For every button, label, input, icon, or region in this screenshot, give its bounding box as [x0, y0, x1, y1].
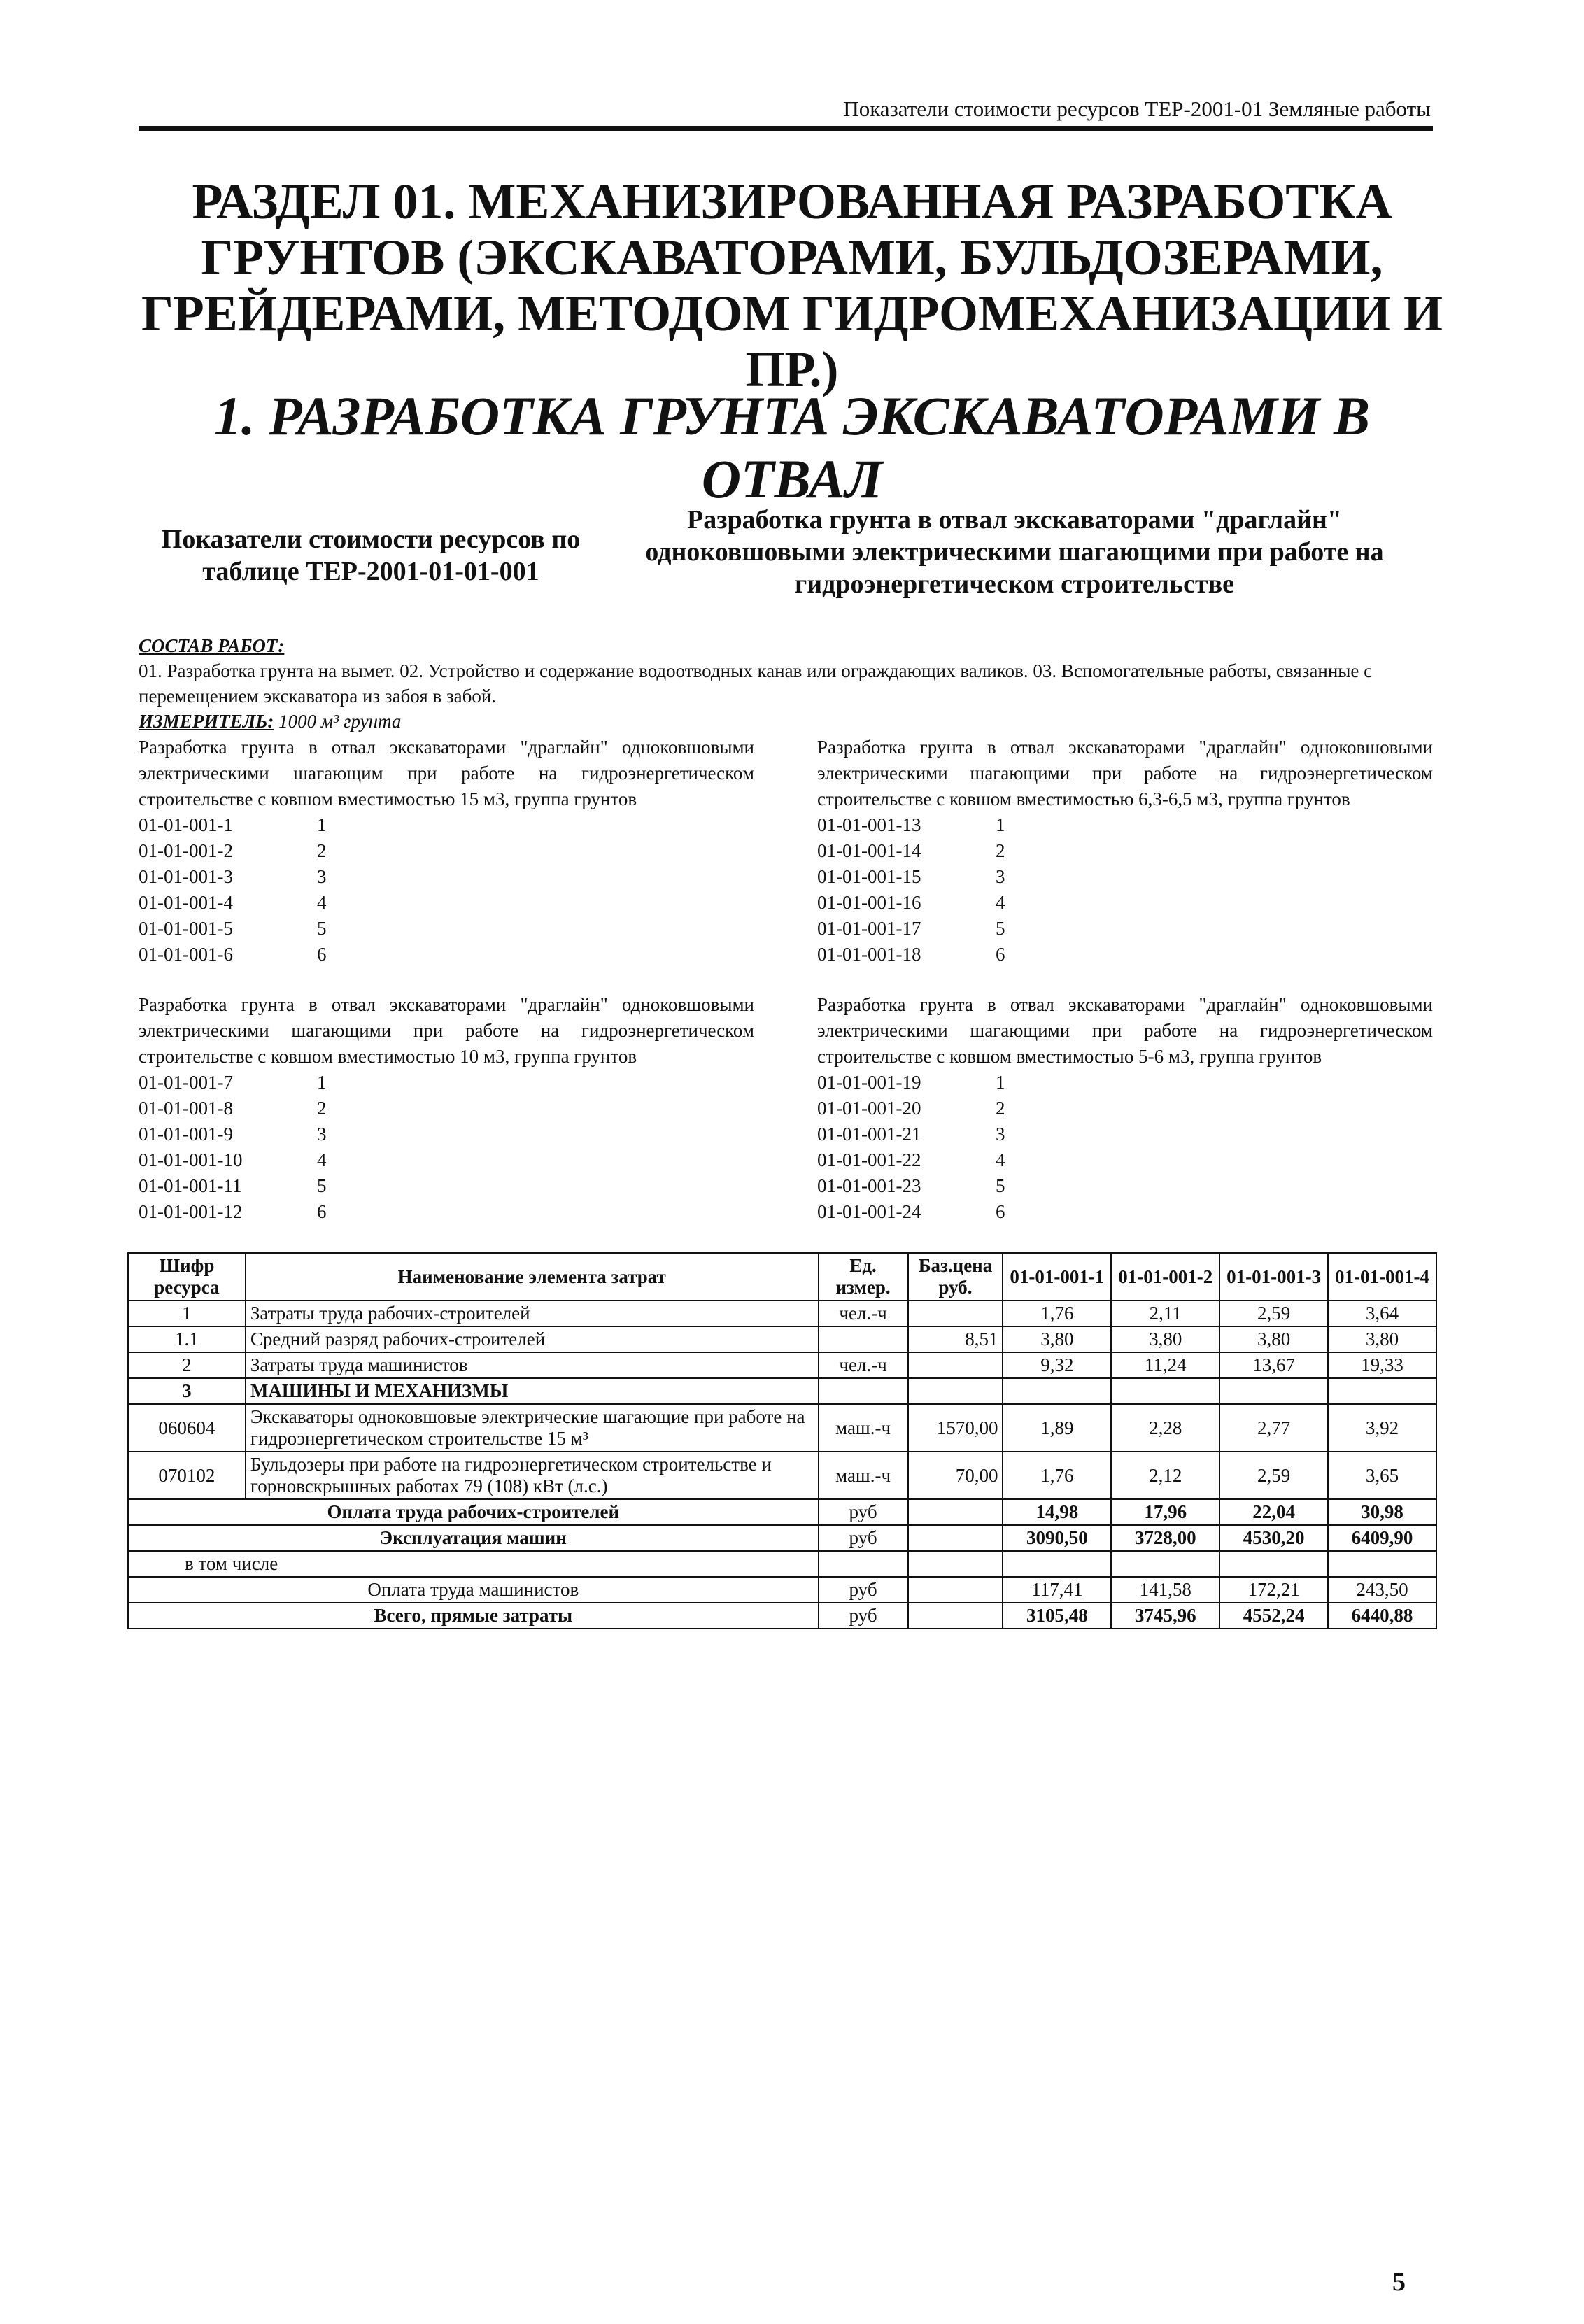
summary-name: Оплата труда рабочих-строителей: [128, 1499, 819, 1525]
cell-value: 3,65: [1328, 1452, 1436, 1499]
norm-row: [817, 812, 1433, 838]
cell-code: 1.1: [128, 1326, 246, 1352]
cell-name: МАШИНЫ И МЕХАНИЗМЫ: [246, 1378, 819, 1404]
summary-value: 17,96: [1111, 1499, 1219, 1525]
cell-value: [1328, 1378, 1436, 1404]
cell-unit: чел.-ч: [819, 1301, 908, 1326]
cell-price: 8,51: [908, 1326, 1003, 1352]
cell-code: 2: [128, 1352, 246, 1378]
section-title: РАЗДЕЛ 01. МЕХАНИЗИРОВАННАЯ РАЗРАБОТКА ГРУНТОВ (ЭКСКАВАТОРАМИ, БУЛЬДОЗЕРАМИ, ГРЕЙДЕРАМИ, МЕТОДОМ ГИДРОМЕХАНИЗАЦИИ И ПР.): [141, 173, 1443, 397]
norm-code: 01-01-001-21: [817, 1124, 921, 1145]
work-composition: [139, 633, 1433, 734]
summary-value: 30,98: [1328, 1499, 1436, 1525]
norm-code: 01-01-001-6: [139, 944, 233, 965]
summary-name: Оплата труда машинистов: [128, 1577, 819, 1603]
header-norm-code: 01-01-001-1: [1003, 1253, 1111, 1301]
norm-row: [139, 942, 754, 968]
norm-row: [817, 1096, 1433, 1121]
cell-price: [908, 1301, 1003, 1326]
cell-value: 11,24: [1111, 1352, 1219, 1378]
norm-code: 01-01-001-15: [817, 866, 921, 887]
summary-value: 3728,00: [1111, 1525, 1219, 1551]
composition-text: 01. Разработка грунта на вымет. 02. Устройство и содержание водоотводных канав или ограждающих валиков. 03. Вспомогательные работы, связанные с перемещением экскаватора из забоя в забой.: [139, 660, 1373, 707]
norm-block-15m3: [139, 735, 754, 968]
norm-row: [817, 942, 1433, 968]
summary-value: [1111, 1551, 1219, 1577]
cell-name: Средний разряд рабочих-строителей: [246, 1326, 819, 1352]
cell-value: 1,89: [1003, 1404, 1111, 1452]
norm-row: [139, 1199, 754, 1225]
summary-row: [128, 1525, 1436, 1551]
norm-block-5-6m3: [817, 992, 1433, 1225]
cell-value: 3,64: [1328, 1301, 1436, 1326]
cell-value: 2,59: [1219, 1452, 1328, 1499]
norm-block-6-3m3: [817, 735, 1433, 968]
summary-value: 3105,48: [1003, 1603, 1111, 1629]
header-norm-code: 01-01-001-2: [1111, 1253, 1219, 1301]
summary-unit: руб: [819, 1499, 908, 1525]
summary-value: 243,50: [1328, 1577, 1436, 1603]
header-norm-code: 01-01-001-3: [1219, 1253, 1328, 1301]
norm-row: [139, 1147, 754, 1173]
soil-group: 2: [996, 840, 1005, 861]
summary-value: 22,04: [1219, 1499, 1328, 1525]
soil-group: 3: [317, 1124, 327, 1145]
norm-row: [139, 1070, 754, 1096]
norm-row: [817, 1070, 1433, 1096]
norm-code: 01-01-001-3: [139, 866, 233, 887]
norm-code: 01-01-001-2: [139, 840, 233, 861]
norm-code: 01-01-001-23: [817, 1175, 921, 1196]
cell-unit: чел.-ч: [819, 1352, 908, 1378]
summary-row: [128, 1577, 1436, 1603]
soil-group: 4: [317, 1149, 327, 1170]
table-header-row: [128, 1253, 1436, 1301]
soil-group: 4: [996, 892, 1005, 913]
cell-unit: [819, 1326, 908, 1352]
soil-group: 2: [317, 1098, 327, 1119]
page-number: 5: [1392, 2267, 1406, 2297]
cell-value: 1,76: [1003, 1301, 1111, 1326]
norm-row: [817, 838, 1433, 864]
cell-value: 3,92: [1328, 1404, 1436, 1452]
summary-value: [1003, 1551, 1111, 1577]
norm-row: [139, 1121, 754, 1147]
composition-label: СОСТАВ РАБОТ:: [139, 635, 285, 656]
cell-value: 2,59: [1219, 1301, 1328, 1326]
norm-row: [139, 1096, 754, 1121]
norm-code: 01-01-001-5: [139, 918, 233, 939]
norm-block-description: Разработка грунта в отвал экскаваторами "драглайн" одноковшовыми электрическими шагающим при работе на гидроэнергетическом строительстве с ковшом вместимостью 15 м3, группа грунтов: [139, 737, 754, 809]
summary-value: 141,58: [1111, 1577, 1219, 1603]
cell-name: Бульдозеры при работе на гидроэнергетическом строительстве и горновскрышных работах 79 (108) кВт (л.с.): [246, 1452, 819, 1499]
summary-unit: руб: [819, 1577, 908, 1603]
header-code: Шифр ресурса: [128, 1253, 246, 1301]
summary-unit: руб: [819, 1603, 908, 1629]
norm-row: [139, 890, 754, 916]
cell-price: 70,00: [908, 1452, 1003, 1499]
table-row: [128, 1352, 1436, 1378]
summary-name: в том числе: [128, 1551, 819, 1577]
summary-value: 4530,20: [1219, 1525, 1328, 1551]
norm-code: 01-01-001-4: [139, 892, 233, 913]
summary-value: [1219, 1551, 1328, 1577]
cell-value: 2,11: [1111, 1301, 1219, 1326]
norm-code: 01-01-001-10: [139, 1149, 243, 1170]
cell-value: 19,33: [1328, 1352, 1436, 1378]
table-row: [128, 1326, 1436, 1352]
norm-code: 01-01-001-8: [139, 1098, 233, 1119]
cell-name: Затраты труда машинистов: [246, 1352, 819, 1378]
cell-name: Затраты труда рабочих-строителей: [246, 1301, 819, 1326]
summary-value: 4552,24: [1219, 1603, 1328, 1629]
summary-row: [128, 1603, 1436, 1629]
norm-code: 01-01-001-1: [139, 814, 233, 835]
soil-group: 5: [317, 1175, 327, 1196]
norm-code: 01-01-001-16: [817, 892, 921, 913]
norm-row: [139, 1173, 754, 1199]
cell-unit: маш.-ч: [819, 1452, 908, 1499]
norm-row: [817, 1173, 1433, 1199]
soil-group: 6: [996, 944, 1005, 965]
norm-code: 01-01-001-14: [817, 840, 921, 861]
norm-code: 01-01-001-12: [139, 1201, 243, 1222]
table-row: [128, 1452, 1436, 1499]
norm-row: [139, 864, 754, 890]
cell-code: 060604: [128, 1404, 246, 1452]
table-row: [128, 1404, 1436, 1452]
summary-row: [128, 1499, 1436, 1525]
soil-group: 6: [317, 944, 327, 965]
table-description: Разработка грунта в отвал экскаваторами "драглайн" одноковшовыми электрическими шагающими при работе на гидроэнергетическом строительстве: [645, 505, 1384, 599]
norm-row: [817, 864, 1433, 890]
norm-code: 01-01-001-22: [817, 1149, 921, 1170]
norm-block-description: Разработка грунта в отвал экскаваторами "драглайн" одноковшовыми электрическими шагающими при работе на гидроэнергетическом строительстве с ковшом вместимостью 10 м3, группа грунтов: [139, 994, 754, 1067]
cell-price: [908, 1352, 1003, 1378]
header-unit: Ед. измер.: [819, 1253, 908, 1301]
measure-value: 1000 м³ грунта: [278, 711, 402, 732]
cell-value: 3,80: [1328, 1326, 1436, 1352]
summary-value: 14,98: [1003, 1499, 1111, 1525]
norm-block-10m3: [139, 992, 754, 1225]
cell-value: [1003, 1378, 1111, 1404]
soil-group: 6: [317, 1201, 327, 1222]
norm-code: 01-01-001-18: [817, 944, 921, 965]
summary-value: 6440,88: [1328, 1603, 1436, 1629]
soil-group: 6: [996, 1201, 1005, 1222]
summary-value: [1328, 1551, 1436, 1577]
soil-group: 1: [317, 1072, 327, 1093]
cell-value: 3,80: [1111, 1326, 1219, 1352]
summary-value: 3090,50: [1003, 1525, 1111, 1551]
cell-value: 2,28: [1111, 1404, 1219, 1452]
resource-cost-table: [127, 1252, 1437, 1629]
soil-group: 5: [996, 1175, 1005, 1196]
soil-group: 1: [317, 814, 327, 835]
cell-value: 2,77: [1219, 1404, 1328, 1452]
cell-code: 070102: [128, 1452, 246, 1499]
summary-value: 172,21: [1219, 1577, 1328, 1603]
cell-price: [908, 1378, 1003, 1404]
norm-row: [817, 890, 1433, 916]
soil-group: 4: [996, 1149, 1005, 1170]
soil-group: 3: [317, 866, 327, 887]
cell-value: 9,32: [1003, 1352, 1111, 1378]
header-norm-code: 01-01-001-4: [1328, 1253, 1436, 1301]
table-row: [128, 1301, 1436, 1326]
norm-code: 01-01-001-19: [817, 1072, 921, 1093]
cell-value: 3,80: [1003, 1326, 1111, 1352]
cell-name: Экскаваторы одноковшовые электрические шагающие при работе на гидроэнергетическом строительстве 15 м³: [246, 1404, 819, 1452]
soil-group: 2: [317, 840, 327, 861]
measure-label: ИЗМЕРИТЕЛЬ:: [139, 711, 274, 732]
norm-code: 01-01-001-17: [817, 918, 921, 939]
norm-code: 01-01-001-24: [817, 1201, 921, 1222]
summary-name: Всего, прямые затраты: [128, 1603, 819, 1629]
cell-value: 3,80: [1219, 1326, 1328, 1352]
summary-value: 3745,96: [1111, 1603, 1219, 1629]
cell-value: [1111, 1378, 1219, 1404]
table-row: [128, 1378, 1436, 1404]
norm-row: [817, 1147, 1433, 1173]
norm-code: 01-01-001-11: [139, 1175, 242, 1196]
norm-code: 01-01-001-13: [817, 814, 921, 835]
cell-price: 1570,00: [908, 1404, 1003, 1452]
summary-name: Эксплуатация машин: [128, 1525, 819, 1551]
summary-value: 117,41: [1003, 1577, 1111, 1603]
cell-value: 1,76: [1003, 1452, 1111, 1499]
norm-code: 01-01-001-20: [817, 1098, 921, 1119]
running-header: Показатели стоимости ресурсов ТЕР-2001-01 Земляные работы: [843, 97, 1431, 121]
norm-row: [817, 1121, 1433, 1147]
cell-unit: маш.-ч: [819, 1404, 908, 1452]
cell-unit: [819, 1378, 908, 1404]
header-rule: [139, 126, 1433, 131]
header-name: Наименование элемента затрат: [246, 1253, 819, 1301]
soil-group: 2: [996, 1098, 1005, 1119]
cell-value: [1219, 1378, 1328, 1404]
soil-group: 1: [996, 1072, 1005, 1093]
norm-code: 01-01-001-7: [139, 1072, 233, 1093]
soil-group: 4: [317, 892, 327, 913]
soil-group: 3: [996, 866, 1005, 887]
norm-row: [817, 1199, 1433, 1225]
subsection-title: 1. РАЗРАБОТКА ГРУНТА ЭКСКАВАТОРАМИ В ОТВАЛ: [213, 385, 1371, 509]
header-base-price: Баз.цена руб.: [908, 1253, 1003, 1301]
soil-group: 5: [317, 918, 327, 939]
summary-value: 6409,90: [1328, 1525, 1436, 1551]
resource-indicators-label: Показатели стоимости ресурсов по таблице ТЕР-2001-01-01-001: [161, 525, 581, 586]
summary-unit: [819, 1551, 908, 1577]
summary-row: [128, 1551, 1436, 1577]
norm-row: [139, 916, 754, 942]
soil-group: 5: [996, 918, 1005, 939]
norm-block-description: Разработка грунта в отвал экскаваторами "драглайн" одноковшовыми электрическими шагающими при работе на гидроэнергетическом строительстве с ковшом вместимостью 6,3-6,5 м3, группа грунтов: [817, 737, 1433, 809]
norm-block-description: Разработка грунта в отвал экскаваторами "драглайн" одноковшовыми электрическими шагающими при работе на гидроэнергетическом строительстве с ковшом вместимостью 5-6 м3, группа грунтов: [817, 994, 1433, 1067]
cell-value: 2,12: [1111, 1452, 1219, 1499]
soil-group: 1: [996, 814, 1005, 835]
cell-code: 1: [128, 1301, 246, 1326]
norm-row: [139, 812, 754, 838]
soil-group: 3: [996, 1124, 1005, 1145]
norm-row: [139, 838, 754, 864]
summary-unit: руб: [819, 1525, 908, 1551]
norm-code: 01-01-001-9: [139, 1124, 233, 1145]
norm-row: [817, 916, 1433, 942]
cell-code: 3: [128, 1378, 246, 1404]
cell-value: 13,67: [1219, 1352, 1328, 1378]
